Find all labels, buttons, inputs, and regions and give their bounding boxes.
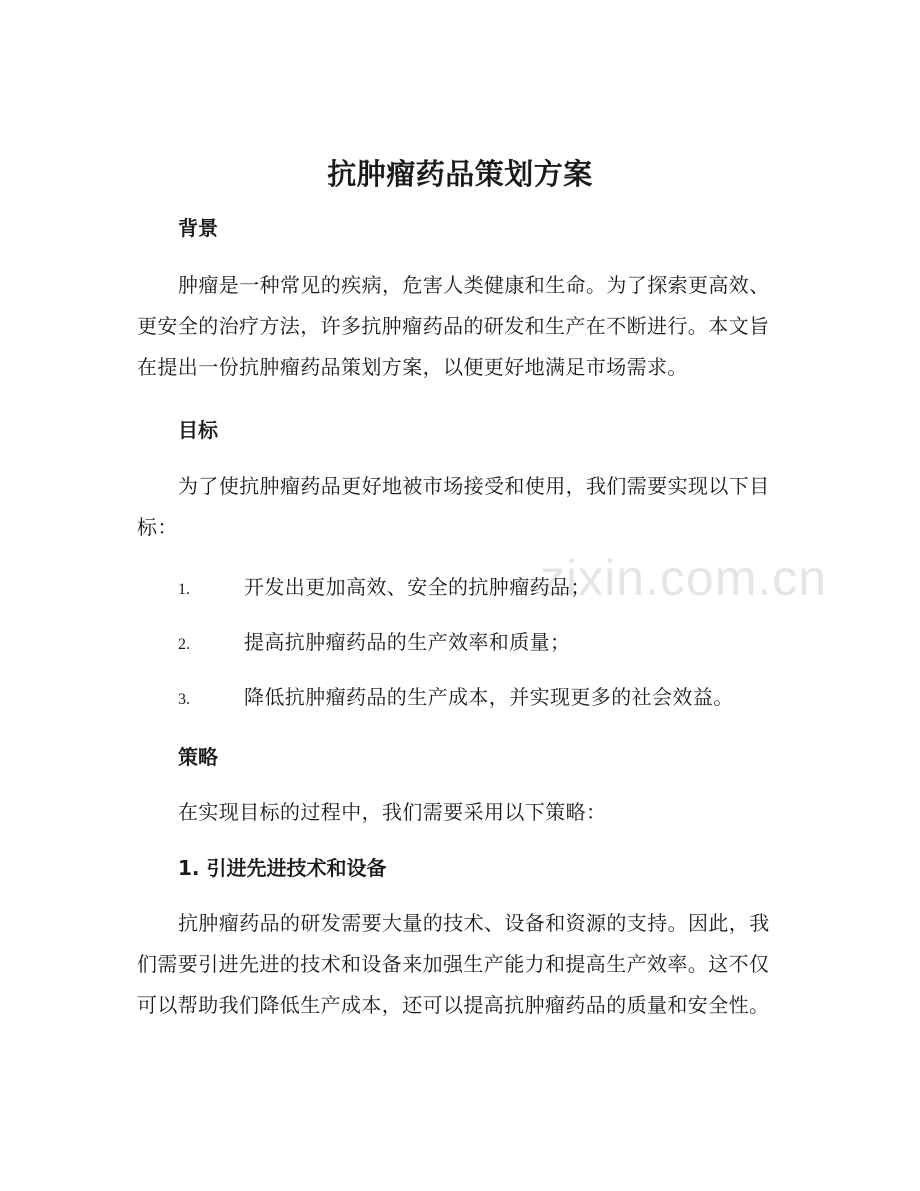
section-heading-strategy: 策略 (178, 745, 218, 769)
background-paragraph: 肿瘤是一种常见的疾病，危害人类健康和生命。为了探索更高效、更安全的治疗方法，许多抗肿瘤药品的研发和生产在不断进行。本文旨在提出一份抗肿瘤药品策划方案，以便更好地满足市场需求。 (137, 273, 770, 379)
list-number: 1. (178, 581, 190, 598)
goals-intro-paragraph: 为了使抗肿瘤药品更好地被市场接受和使用，我们需要实现以下目标： (137, 474, 770, 539)
goal-list-item-2 (178, 627, 570, 660)
subsection-heading-1: 1. 引进先进技术和设备 (178, 856, 387, 880)
list-text: 提高抗肿瘤药品的生产效率和质量； (244, 630, 571, 654)
section-heading-background: 背景 (178, 216, 218, 240)
goal-list-item-1 (178, 572, 591, 605)
list-number: 3. (178, 691, 190, 708)
goal-list-item-3 (178, 682, 734, 715)
document-title: 抗肿瘤药品策划方案 (327, 157, 593, 191)
strategy-intro: 在实现目标的过程中，我们需要采用以下策略： (178, 800, 607, 824)
strategy-1-paragraph: 抗肿瘤药品的研发需要大量的技术、设备和资源的支持。因此，我们需要引进先进的技术和设备来加强生产能力和提高生产效率。这不仅可以帮助我们降低生产成本，还可以提高抗肿瘤药品的质量和安全性。 (137, 911, 770, 1017)
list-text: 降低抗肿瘤药品的生产成本，并实现更多的社会效益。 (244, 685, 734, 709)
list-number: 2. (178, 636, 190, 653)
watermark: zixin.com.cn (540, 550, 828, 606)
section-heading-goals: 目标 (178, 418, 218, 442)
list-text: 开发出更加高效、安全的抗肿瘤药品； (244, 575, 591, 599)
